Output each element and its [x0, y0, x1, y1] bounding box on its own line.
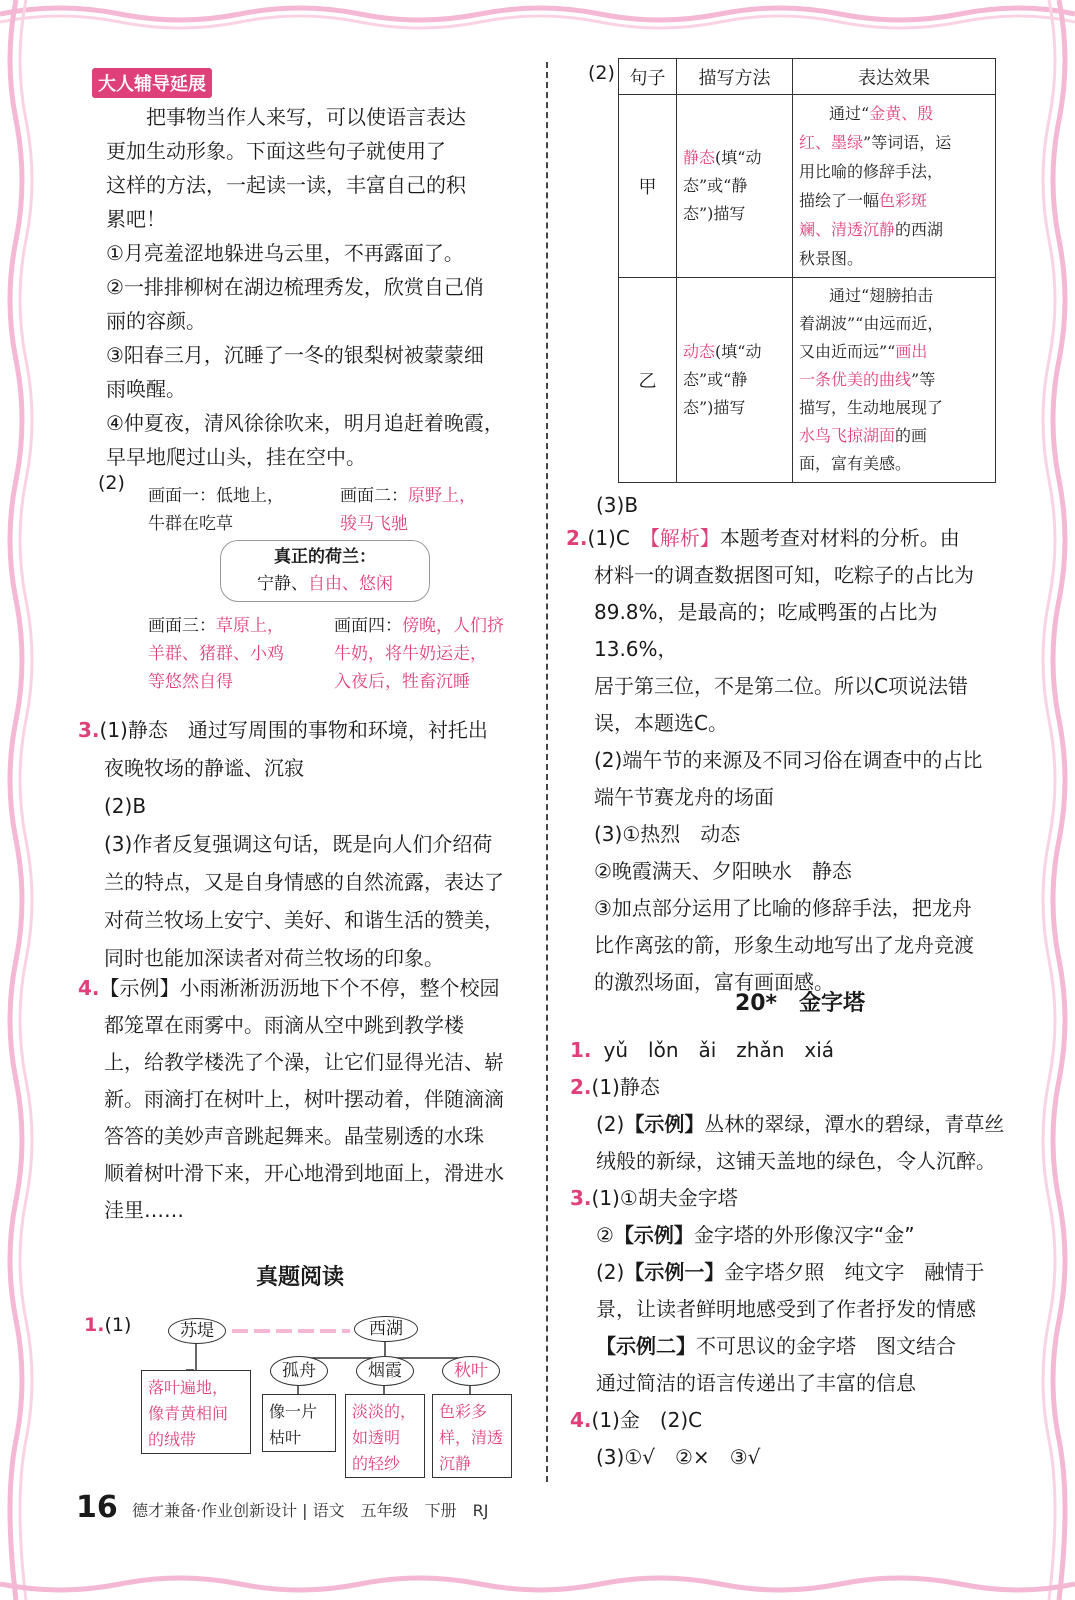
q2-label: (2) [98, 472, 125, 494]
center-box [220, 540, 430, 602]
pic4-label: 画面四： [334, 616, 402, 636]
l1-number: 1. [570, 1038, 592, 1062]
q3-line: 兰的特点，又是自身情感的自然流露，表达了 [104, 870, 504, 894]
q2-line: 本题考查对材料的分析。由 [719, 526, 960, 550]
node-qiuye: 秋叶 [442, 1356, 500, 1386]
l3-line: 金字塔夕照 纯文字 融情于 [724, 1260, 985, 1284]
diagram-label [84, 1314, 131, 1336]
q3-line: 夜晚牧场的静谧、沉寂 [104, 756, 304, 780]
decorative-border-top [0, 0, 1075, 30]
q2-line: 比作离弦的箭，形象生动地写出了龙舟竞渡 [594, 933, 974, 957]
node-xihu: 西湖 [354, 1316, 418, 1342]
diagram-q-number: 1. [84, 1314, 105, 1336]
column-divider [546, 62, 548, 1482]
effect-text: ”等 [911, 370, 936, 389]
effect-text: 面，富有美感。 [799, 454, 912, 473]
box-line: 像青黄相间 [148, 1404, 229, 1423]
section-title-reading: 真题阅读 [255, 1265, 344, 1290]
pic3-label: 画面三： [148, 616, 216, 636]
node-yanxia: 烟霞 [356, 1356, 414, 1386]
effect-text: 又由近而远”“ [799, 342, 896, 361]
effect-text: 通过“翅膀拍击 [829, 286, 934, 305]
sentence-line: ②一排排柳树在湖边梳理秀发，欣赏自己俏 [106, 275, 484, 299]
q4-line: 新。雨滴打在树叶上，树叶摆动着，伴随滴滴 [104, 1087, 504, 1111]
row-effect [793, 95, 996, 278]
center-title: 真正的荷兰： [274, 547, 376, 567]
picture-2 [340, 482, 476, 538]
q2-line: (2)端午节的来源及不同习俗在调查中的占比 [594, 748, 983, 772]
box-line: 落叶遍地， [148, 1378, 229, 1397]
intro-text [106, 100, 516, 474]
box-sudi [141, 1370, 251, 1454]
q3-line: 对荷兰牧场上安宁、美好、和谐生活的赞美， [104, 908, 504, 932]
q3-line: (1)静态 通过写周围的事物和环境，衬托出 [99, 718, 488, 742]
q2-line: 的激烈场面，富有画面感。 [594, 970, 834, 994]
box-line: 像一片 [269, 1402, 318, 1421]
footer-text: 德才兼备·作业创新设计 | 语文 五年级 下册 RJ [132, 1501, 489, 1520]
pinyin-answers: yǔ lǒn ǎi zhǎn xiá [603, 1038, 835, 1062]
l3-line: ② [596, 1223, 614, 1247]
node-sudi: 苏堤 [168, 1318, 226, 1344]
sentence-line: ③阳春三月，沉睡了一冬的银梨树被蒙蒙细 [106, 343, 484, 367]
q4-line: 顺着树叶滑下来，开心地滑到地面上，滑进水 [104, 1161, 504, 1185]
example-tag: 【示例】 [613, 1223, 694, 1247]
q3-line: (3)作者反复强调这句话，既是向人们介绍荷 [104, 832, 493, 856]
pic3-answer: 羊群、猪群、小鸡 [148, 644, 284, 664]
q4-line: 上，给教学楼洗了个澡，让它们显得光洁、崭 [104, 1050, 504, 1074]
intro-line: 把事物当作人来写，可以使语言表达 [146, 105, 466, 129]
method-line: 态”)描写 [683, 204, 746, 223]
l3-line: 不可思议的金字塔 图文结合 [696, 1334, 956, 1358]
pic1-line: 画面一：低地上， [148, 486, 284, 506]
intro-line: 累吧！ [106, 207, 166, 231]
l2-line: (2) [596, 1112, 625, 1136]
l2-line: 绒般的新绿，这铺天盖地的绿色，令人沉醉。 [596, 1149, 996, 1173]
effect-text: 用比喻的修辞手法， [799, 162, 944, 181]
diagram-sub: (1) [104, 1314, 132, 1336]
q2-line: 材料一的调查数据图可知，吃粽子的占比为 [594, 563, 974, 587]
l3-line: 金字塔的外形像汉字“金” [693, 1223, 915, 1247]
effect-answer: 斓、清透沉静 [799, 220, 896, 239]
l2-line: 丛林的翠绿，潭水的碧绿，青草丝 [704, 1112, 1005, 1136]
box-line: 的绒带 [148, 1430, 197, 1449]
effect-text: 的画 [895, 426, 928, 445]
l3-line: (2) [596, 1260, 625, 1284]
q3-line: (2)B [104, 794, 147, 818]
box-line: 如透明 [352, 1428, 401, 1447]
q2-line: ②晚霞满天、夕阳映水 静态 [594, 859, 852, 883]
lesson-answers [570, 1032, 1020, 1476]
box-yanxia [345, 1394, 425, 1478]
pic4-answer: 牛奶，将牛奶运走， [334, 644, 487, 664]
effect-answer: 色彩斑 [879, 191, 928, 210]
sentence-line: 雨唤醒。 [106, 377, 186, 401]
l4-number: 4. [570, 1408, 592, 1432]
example-tag: 【示例二】 [596, 1334, 696, 1358]
q2-line: ③加点部分运用了比喻的修辞手法，把龙舟 [594, 896, 972, 920]
node-guzhou: 孤舟 [270, 1356, 328, 1386]
lesson-title: 20* 金字塔 [734, 991, 866, 1016]
l2-number: 2. [570, 1075, 592, 1099]
q3-number: 3. [78, 718, 100, 742]
effect-text: 通过“ [829, 104, 870, 123]
effect-text: 描绘了一幅 [799, 191, 880, 210]
description-table [618, 58, 996, 483]
q2-line: 端午节赛龙舟的场面 [594, 785, 774, 809]
q4-line: 洼里…… [104, 1198, 184, 1222]
table-header: 句子 [619, 59, 677, 95]
sentence-line: 早早地爬过山头，挂在空中。 [106, 445, 366, 469]
l3-line: (1)①胡夫金字塔 [591, 1186, 738, 1210]
table-header: 表达效果 [793, 59, 996, 95]
q2-line: (1)C [587, 526, 630, 550]
method-line: 态”或“静 [683, 370, 748, 389]
box-line: 沉静 [439, 1454, 472, 1473]
table-row [619, 278, 996, 483]
effect-answer: 水鸟飞掠湖面 [799, 426, 896, 445]
method-line: 态”)描写 [683, 398, 746, 417]
sentence-line: ④仲夏夜，清风徐徐吹来，明月追赶着晚霞， [106, 411, 504, 435]
picture-1 [148, 482, 284, 538]
l3-line: 通过简洁的语言传递出了丰富的信息 [596, 1371, 916, 1395]
effect-answer: 红、墨绿 [799, 133, 864, 152]
method-answer: 静态 [683, 148, 716, 167]
q2-line: 89.8%，是最高的；吃咸鸭蛋的占比为13.6%， [594, 600, 938, 661]
row-method [677, 278, 793, 483]
pic2-label: 画面二： [340, 486, 408, 506]
picture-4 [334, 612, 504, 696]
effect-text: ”等词语，运 [863, 133, 952, 152]
box-line: 枯叶 [269, 1428, 302, 1447]
row-method [677, 95, 793, 278]
section-tag [92, 68, 212, 98]
method-line: (填“动 [715, 342, 762, 361]
q3-line: 同时也能加深读者对荷兰牧场的印象。 [104, 946, 444, 970]
pic1-line: 牛群在吃草 [148, 514, 233, 534]
box-qiuye [432, 1394, 512, 1478]
right-q2-label: (2) [588, 62, 615, 84]
q4-number: 4. [78, 976, 100, 1000]
l3-line: 景，让读者鲜明地感受到了作者抒发的情感 [596, 1297, 976, 1321]
q2-number: 2. [566, 526, 588, 550]
pic3-answer: 草原上， [216, 616, 284, 636]
row-sentence: 甲 [619, 95, 677, 278]
box-line: 样，清透 [439, 1428, 504, 1447]
row-effect [793, 278, 996, 483]
box-guzhou [262, 1394, 336, 1452]
example-tag: 【示例】 [624, 1112, 705, 1136]
pic4-answer: 傍晚，人们挤 [402, 616, 504, 636]
page-number: 16 [76, 1490, 118, 1525]
analysis-tag: 【解析】 [649, 526, 720, 550]
effect-answer: 金黄、殷 [869, 104, 934, 123]
pic4-answer: 入夜后，牲畜沉睡 [334, 672, 470, 692]
l4-line: (1)金 (2)C [591, 1408, 703, 1432]
method-line: (填“动 [715, 148, 762, 167]
effect-answer: 一条优美的曲线 [799, 370, 912, 389]
decorative-border-bottom [0, 1560, 1075, 1600]
table-header: 描写方法 [677, 59, 793, 95]
pic3-answer: 等悠然自得 [148, 672, 233, 692]
effect-text: 秋景图。 [799, 249, 864, 268]
box-line: 的轻纱 [352, 1454, 401, 1473]
box-line: 色彩多 [439, 1402, 488, 1421]
decorative-border-left [0, 0, 40, 1600]
method-line: 态”或“静 [683, 176, 748, 195]
table-row [619, 95, 996, 278]
sentence-line: 丽的容颜。 [106, 309, 206, 333]
l4-line: (3)①√ ②× ③√ [596, 1445, 761, 1469]
effect-answer: 画出 [895, 342, 928, 361]
pic2-answer: 原野上， [408, 486, 476, 506]
right-q3b: (3)B [596, 493, 639, 517]
q2-line: 居于第三位，不是第二位。所以C项说法错 [594, 674, 968, 698]
l2-line: (1)静态 [591, 1075, 660, 1099]
l3-number: 3. [570, 1186, 592, 1210]
q2-line: 误，本题选C。 [594, 711, 728, 735]
pic2-answer: 骏马飞驰 [340, 514, 408, 534]
q2-line: (3)①热烈 动态 [594, 822, 741, 846]
q4-line: 答答的美妙声音跳起舞来。晶莹剔透的水珠 [104, 1124, 484, 1148]
right-question-2 [566, 520, 1016, 1001]
q4-line: 都笼罩在雨雾中。雨滴从空中跳到教学楼 [104, 1013, 464, 1037]
center-answer: 宁静、 [257, 574, 308, 594]
tag-label: 大人辅导延展 [92, 68, 212, 98]
intro-line: 更加生动形象。下面这些句子就使用了 [106, 139, 446, 163]
box-line: 淡淡的， [352, 1402, 417, 1421]
effect-text: 描写，生动地展现了 [799, 398, 944, 417]
effect-text: 的西湖 [895, 220, 944, 239]
question-3 [78, 711, 528, 977]
center-answer: 自由、悠闲 [308, 574, 393, 594]
q4-line: 【示例】小雨淅淅沥沥地下个不停，整个校园 [99, 976, 500, 1000]
intro-line: 这样的方法，一起读一读，丰富自己的积 [106, 173, 466, 197]
picture-3 [148, 612, 284, 696]
method-answer: 动态 [683, 342, 716, 361]
sentence-line: ①月亮羞涩地躲进乌云里，不再露面了。 [106, 241, 464, 265]
effect-text: 着湖波”“由远而近， [799, 314, 944, 333]
decorative-border-right [1035, 0, 1075, 1600]
row-sentence: 乙 [619, 278, 677, 483]
question-4 [78, 970, 528, 1229]
example-tag: 【示例一】 [624, 1260, 725, 1284]
